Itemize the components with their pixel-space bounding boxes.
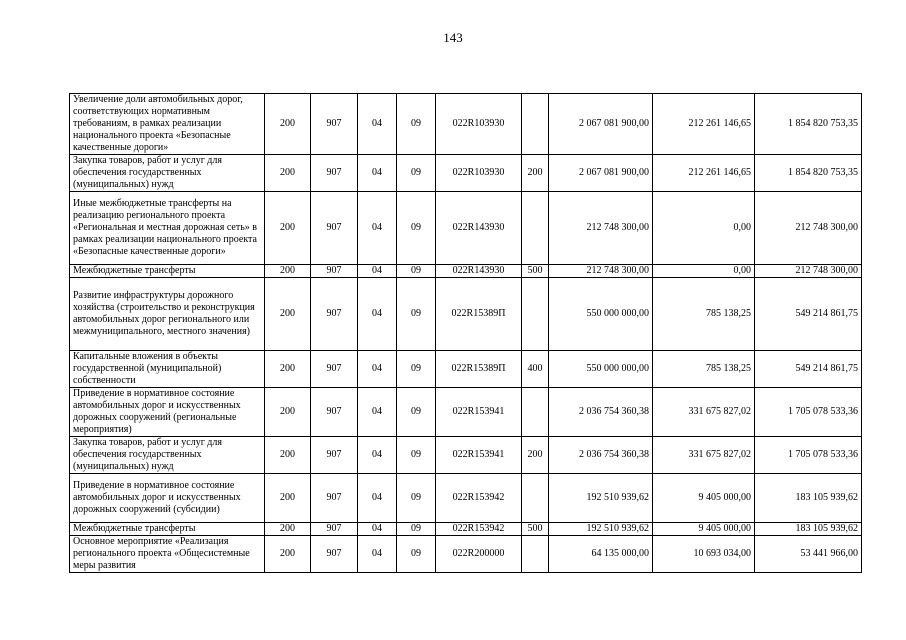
row-pr: 09 <box>397 523 436 536</box>
row-vr <box>522 474 549 523</box>
table-row <box>70 278 862 351</box>
row-sum-total: 1 854 820 753,35 <box>755 155 862 192</box>
row-gr: 200 <box>265 474 311 523</box>
table-row <box>70 523 862 536</box>
row-pr: 09 <box>397 94 436 155</box>
row-ved: 907 <box>311 523 358 536</box>
row-sum-plan: 192 510 939,62 <box>549 474 653 523</box>
row-pr: 09 <box>397 265 436 278</box>
row-pr: 09 <box>397 437 436 474</box>
budget-table <box>69 93 862 573</box>
row-vr: 500 <box>522 265 549 278</box>
row-gr: 200 <box>265 94 311 155</box>
row-vr <box>522 278 549 351</box>
row-name: Закупка товаров, работ и услуг для обеспечения государственных (муниципальных) нужд <box>70 437 265 474</box>
row-vr <box>522 536 549 573</box>
row-sum-change: 0,00 <box>653 192 755 265</box>
row-sum-plan: 2 067 081 900,00 <box>549 155 653 192</box>
row-rz: 04 <box>358 155 397 192</box>
row-pr: 09 <box>397 351 436 388</box>
row-vr <box>522 94 549 155</box>
row-vr <box>522 192 549 265</box>
row-ved: 907 <box>311 388 358 437</box>
table-row <box>70 94 862 155</box>
row-rz: 04 <box>358 536 397 573</box>
row-name: Увеличение доли автомобильных дорог, соответствующих нормативным требованиям, в рамках реализации национального проекта «Безопасные качественные дороги» <box>70 94 265 155</box>
row-gr: 200 <box>265 278 311 351</box>
row-rz: 04 <box>358 351 397 388</box>
row-vr <box>522 388 549 437</box>
row-sum-total: 1 705 078 533,36 <box>755 388 862 437</box>
row-sum-plan: 550 000 000,00 <box>549 351 653 388</box>
row-gr: 200 <box>265 388 311 437</box>
row-csr: 022R15389П <box>436 351 522 388</box>
row-sum-plan: 192 510 939,62 <box>549 523 653 536</box>
row-gr: 200 <box>265 192 311 265</box>
row-sum-total: 183 105 939,62 <box>755 523 862 536</box>
row-sum-plan: 2 036 754 360,38 <box>549 388 653 437</box>
table-row <box>70 388 862 437</box>
row-rz: 04 <box>358 265 397 278</box>
row-sum-plan: 2 036 754 360,38 <box>549 437 653 474</box>
row-sum-total: 212 748 300,00 <box>755 265 862 278</box>
row-ved: 907 <box>311 536 358 573</box>
row-ved: 907 <box>311 474 358 523</box>
row-csr: 022R143930 <box>436 192 522 265</box>
table-row <box>70 536 862 573</box>
row-csr: 022R153942 <box>436 474 522 523</box>
row-csr: 022R103930 <box>436 155 522 192</box>
row-rz: 04 <box>358 192 397 265</box>
row-gr: 200 <box>265 536 311 573</box>
row-sum-change: 9 405 000,00 <box>653 474 755 523</box>
row-vr: 200 <box>522 155 549 192</box>
row-pr: 09 <box>397 278 436 351</box>
row-ved: 907 <box>311 437 358 474</box>
row-csr: 022R15389П <box>436 278 522 351</box>
row-gr: 200 <box>265 523 311 536</box>
row-sum-total: 1 854 820 753,35 <box>755 94 862 155</box>
row-sum-total: 549 214 861,75 <box>755 351 862 388</box>
row-sum-total: 53 441 966,00 <box>755 536 862 573</box>
row-sum-change: 785 138,25 <box>653 278 755 351</box>
row-name: Развитие инфраструктуры дорожного хозяйства (строительство и реконструкция автомобильных дорог регионального или межмуниципального, местного значения) <box>70 278 265 351</box>
row-sum-change: 212 261 146,65 <box>653 155 755 192</box>
row-vr: 200 <box>522 437 549 474</box>
row-pr: 09 <box>397 388 436 437</box>
row-sum-plan: 2 067 081 900,00 <box>549 94 653 155</box>
row-sum-total: 549 214 861,75 <box>755 278 862 351</box>
row-name: Основное мероприятие «Реализация регионального проекта «Общесистемные меры развития <box>70 536 265 573</box>
row-csr: 022R153941 <box>436 437 522 474</box>
row-sum-plan: 212 748 300,00 <box>549 265 653 278</box>
row-name: Закупка товаров, работ и услуг для обеспечения государственных (муниципальных) нужд <box>70 155 265 192</box>
row-csr: 022R153941 <box>436 388 522 437</box>
row-gr: 200 <box>265 437 311 474</box>
row-rz: 04 <box>358 474 397 523</box>
row-ved: 907 <box>311 351 358 388</box>
row-gr: 200 <box>265 265 311 278</box>
row-sum-plan: 550 000 000,00 <box>549 278 653 351</box>
row-rz: 04 <box>358 437 397 474</box>
row-pr: 09 <box>397 536 436 573</box>
row-name: Капитальные вложения в объекты государственной (муниципальной) собственности <box>70 351 265 388</box>
row-sum-total: 183 105 939,62 <box>755 474 862 523</box>
table-row <box>70 351 862 388</box>
row-ved: 907 <box>311 278 358 351</box>
table-row <box>70 437 862 474</box>
row-ved: 907 <box>311 265 358 278</box>
row-sum-change: 331 675 827,02 <box>653 388 755 437</box>
page-number: 143 <box>443 30 463 45</box>
row-gr: 200 <box>265 155 311 192</box>
row-pr: 09 <box>397 155 436 192</box>
row-csr: 022R143930 <box>436 265 522 278</box>
row-sum-total: 1 705 078 533,36 <box>755 437 862 474</box>
row-csr: 022R200000 <box>436 536 522 573</box>
row-ved: 907 <box>311 94 358 155</box>
row-sum-change: 9 405 000,00 <box>653 523 755 536</box>
row-sum-change: 212 261 146,65 <box>653 94 755 155</box>
row-name: Приведение в нормативное состояние автомобильных дорог и искусственных дорожных сооружений (субсидии) <box>70 474 265 523</box>
row-sum-total: 212 748 300,00 <box>755 192 862 265</box>
table-row <box>70 192 862 265</box>
row-vr: 500 <box>522 523 549 536</box>
row-sum-change: 0,00 <box>653 265 755 278</box>
row-sum-plan: 212 748 300,00 <box>549 192 653 265</box>
row-sum-change: 10 693 034,00 <box>653 536 755 573</box>
row-rz: 04 <box>358 94 397 155</box>
row-rz: 04 <box>358 388 397 437</box>
row-csr: 022R103930 <box>436 94 522 155</box>
row-sum-plan: 64 135 000,00 <box>549 536 653 573</box>
row-sum-change: 331 675 827,02 <box>653 437 755 474</box>
row-name: Иные межбюджетные трансферты на реализацию регионального проекта «Региональная и местная дорожная сеть» в рамках реализации национального проекта «Безопасные качественные дороги» <box>70 192 265 265</box>
table-row <box>70 474 862 523</box>
row-ved: 907 <box>311 192 358 265</box>
table-row <box>70 155 862 192</box>
row-pr: 09 <box>397 192 436 265</box>
row-name: Межбюджетные трансферты <box>70 523 265 536</box>
row-sum-change: 785 138,25 <box>653 351 755 388</box>
table-row <box>70 265 862 278</box>
row-pr: 09 <box>397 474 436 523</box>
row-gr: 200 <box>265 351 311 388</box>
row-csr: 022R153942 <box>436 523 522 536</box>
row-name: Приведение в нормативное состояние автомобильных дорог и искусственных дорожных сооружений (региональные мероприятия) <box>70 388 265 437</box>
row-ved: 907 <box>311 155 358 192</box>
row-name: Межбюджетные трансферты <box>70 265 265 278</box>
row-vr: 400 <box>522 351 549 388</box>
row-rz: 04 <box>358 278 397 351</box>
row-rz: 04 <box>358 523 397 536</box>
